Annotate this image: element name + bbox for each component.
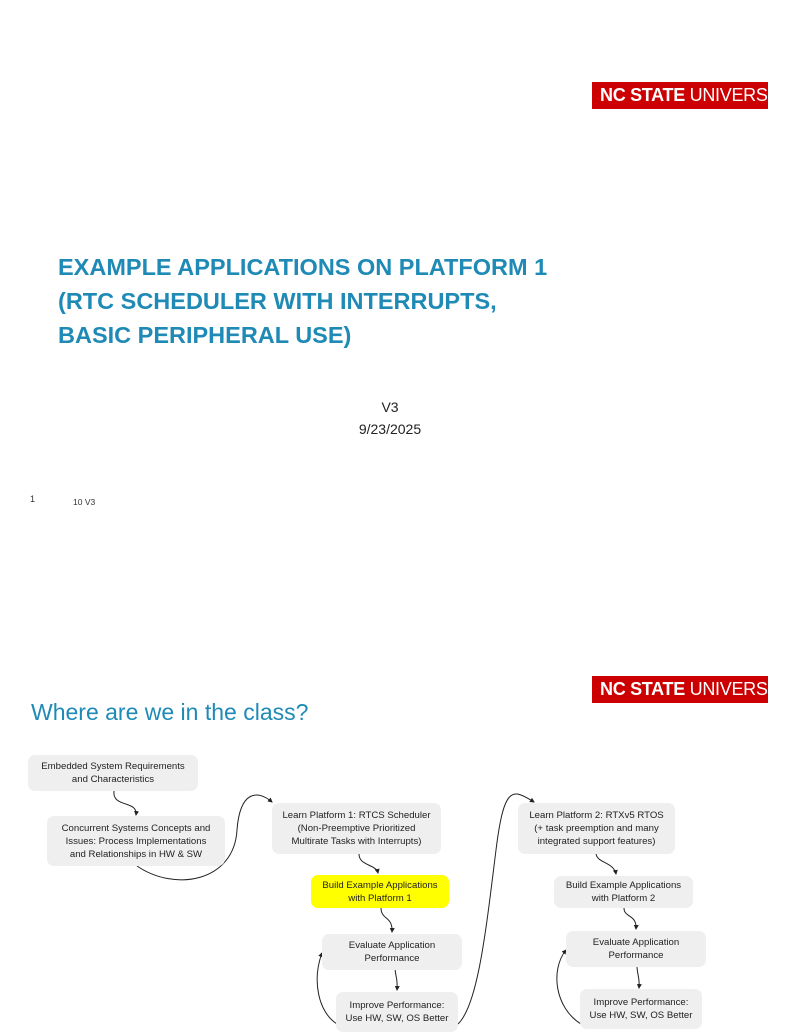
slide-heading: Where are we in the class? bbox=[31, 699, 309, 725]
ncsu-logo bbox=[592, 82, 795, 109]
node-learn-platform-1 bbox=[272, 803, 441, 854]
node-line: (Non-Preemptive Prioritized bbox=[297, 823, 416, 834]
connector-arrow bbox=[114, 791, 136, 815]
node-evaluate-platform-2 bbox=[566, 931, 706, 967]
node-requirements bbox=[28, 755, 198, 791]
connector-arrow bbox=[637, 966, 639, 988]
node-improve-platform-2 bbox=[580, 989, 702, 1029]
node-line: Performance bbox=[364, 953, 420, 964]
node-line: Evaluate Application bbox=[348, 940, 436, 951]
node-line: Learn Platform 1: RTCS Scheduler bbox=[282, 810, 431, 821]
node-improve-platform-1 bbox=[336, 992, 458, 1032]
node-concurrent-systems bbox=[47, 816, 225, 866]
node-line: Use HW, SW, OS Better bbox=[345, 1013, 449, 1024]
node-line: Embedded System Requirements bbox=[41, 761, 185, 772]
node-line: Use HW, SW, OS Better bbox=[589, 1010, 693, 1021]
node-line: and Relationships in HW & SW bbox=[69, 848, 203, 860]
slide-title-line: BASIC PERIPHERAL USE) bbox=[58, 322, 352, 348]
slide-number: 1 bbox=[30, 494, 36, 504]
node-line: and Characteristics bbox=[71, 774, 155, 785]
roadmap-slide bbox=[0, 660, 795, 1024]
version-label: V3 bbox=[381, 399, 399, 415]
logo-bold-text: NC STATE bbox=[600, 679, 685, 699]
slide-title bbox=[58, 250, 618, 352]
connector-arrow bbox=[624, 908, 636, 929]
node-build-platform-1 bbox=[311, 875, 449, 908]
node-line: Improve Performance: bbox=[349, 1000, 445, 1011]
slide-title-line: (RTC SCHEDULER WITH INTERRUPTS, bbox=[58, 288, 497, 314]
logo-bold-text: NC STATE bbox=[600, 85, 685, 105]
slide-title-line: EXAMPLE APPLICATIONS ON PLATFORM 1 bbox=[58, 254, 548, 280]
node-build-platform-2 bbox=[554, 876, 693, 908]
logo-light-text: UNIVERSITY bbox=[684, 679, 795, 699]
node-line: Issues: Process Implementations bbox=[65, 835, 207, 847]
connector-arrow bbox=[395, 967, 397, 990]
node-line: Performance bbox=[608, 950, 664, 961]
node-line: Learn Platform 2: RTXv5 RTOS bbox=[529, 810, 664, 821]
connector-arrow bbox=[381, 908, 392, 932]
node-line: with Platform 2 bbox=[591, 893, 656, 904]
footer-note: 10 V3 bbox=[73, 497, 96, 507]
connector-arrow bbox=[596, 853, 616, 874]
node-learn-platform-2 bbox=[518, 803, 675, 854]
node-line: with Platform 1 bbox=[348, 892, 412, 904]
node-line: Evaluate Application bbox=[592, 937, 680, 948]
date-label: 9/23/2025 bbox=[358, 421, 422, 437]
logo-light-text: UNIVERSITY bbox=[684, 85, 795, 105]
node-line: Build Example Applications bbox=[322, 879, 438, 891]
node-line: Concurrent Systems Concepts and bbox=[61, 822, 211, 834]
node-line: Improve Performance: bbox=[593, 997, 689, 1008]
node-line: Multirate Tasks with Interrupts) bbox=[291, 836, 422, 847]
node-line: integrated support features) bbox=[537, 836, 656, 847]
node-line: Build Example Applications bbox=[565, 880, 682, 891]
node-evaluate-platform-1 bbox=[322, 934, 462, 970]
connector-arrow bbox=[359, 854, 378, 873]
node-line: (+ task preemption and many bbox=[534, 823, 659, 834]
